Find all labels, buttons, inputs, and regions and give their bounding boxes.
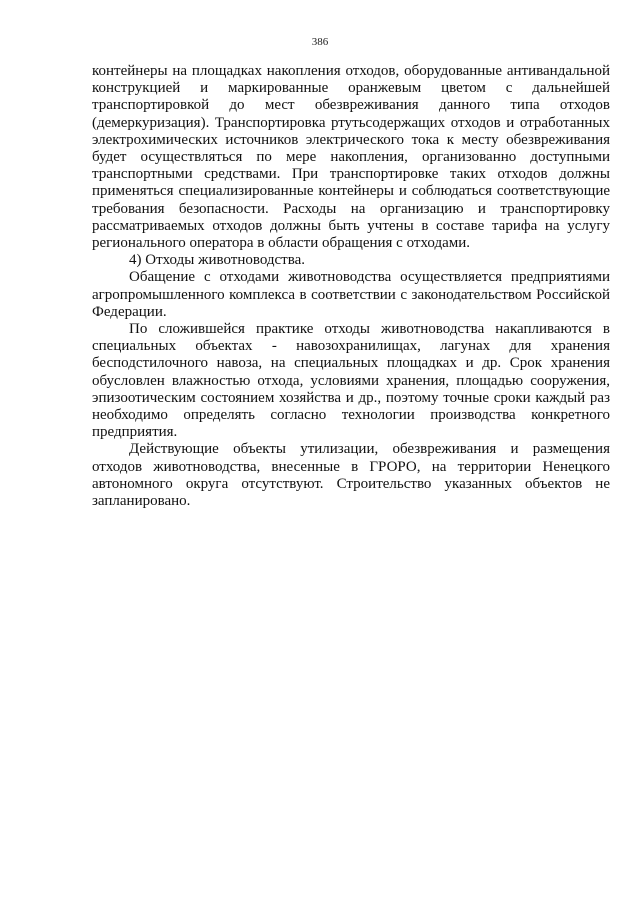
paragraph-livestock-waste-facilities: Действующие объекты утилизации, обезвреживания и размещения отходов животноводства, внесенные в ГРОРО, на территории Ненецкого автономного округа отсутствуют. Строительство указанных объектов не запланировано. [92, 441, 610, 510]
section-heading-livestock-waste: 4) Отходы животноводства. [129, 252, 306, 269]
page-number: 386 [311, 36, 329, 48]
paragraph-mercury-waste-transport: контейнеры на площадках накопления отходов, оборудованные антивандальной конструкцией и маркированные оранжевым цветом с дальнейшей транспортировкой до мест обезвреживания данного типа отходов (демеркуризация). Транспортировка ртутьсодержащих отходов и отработанных электрохимических источников электрического тока к месту обезвреживания будет осуществляться по мере накопления, организованно доступными транспортными средствами. При транспортировке таких отходов должны применяться специализированные контейнеры и соблюдаться соответствующие требования безопасности. Расходы на организацию и транспортировку рассматриваемых отходов должны быть учтены в составе тарифа на услугу регионального оператора в области обращения с отходами. [92, 63, 610, 252]
paragraph-livestock-waste-handling: Обащение с отходами животноводства осуществляется предприятиями агропромышленного комплекса в соответствии с законодательством Российской Федерации. [92, 269, 610, 320]
document-body [92, 63, 610, 510]
paragraph-livestock-waste-storage: По сложившейся практике отходы животноводства накапливаются в специальных объектах - навозохранилищах, лагунах для хранения бесподстилочного навоза, на специальных площадках и др. Срок хранения обусловлен влажностью отхода, условиями хранения, площадью сооружения, эпизоотическим состоянием хозяйства и др., поэтому точные сроки каждый раз необходимо определять согласно технологии производства конкретного предприятия. [92, 321, 610, 441]
